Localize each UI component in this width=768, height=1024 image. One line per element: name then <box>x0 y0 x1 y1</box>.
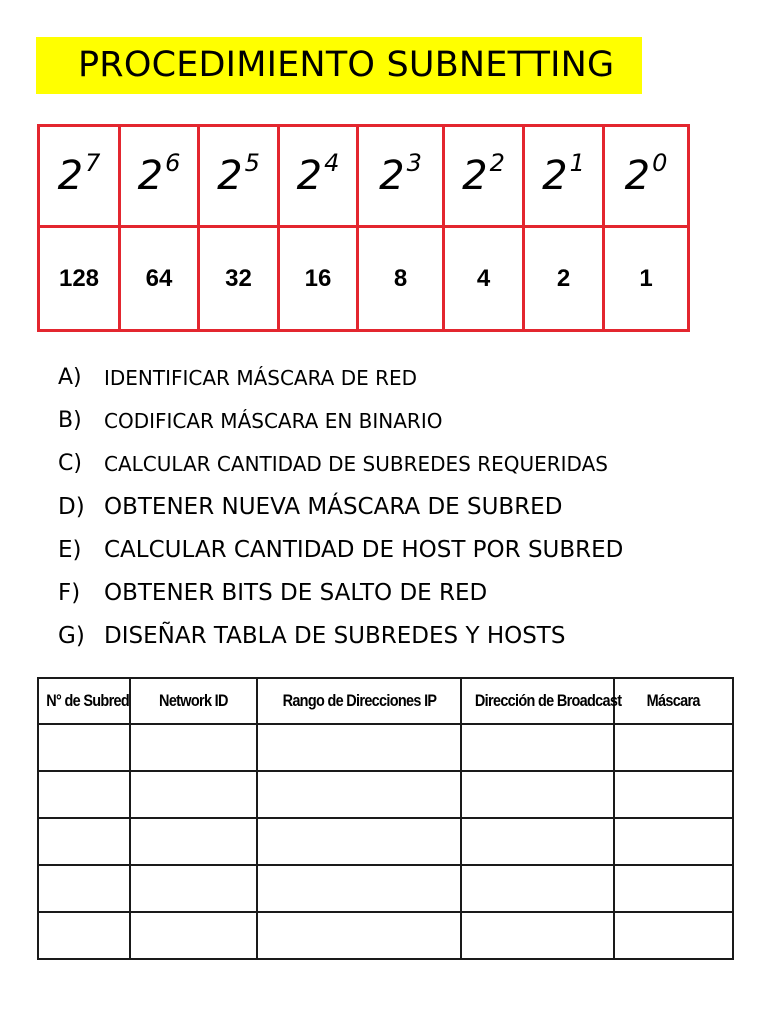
header-subnet-number: N° de Subred <box>38 678 130 724</box>
value-cell: 4 <box>444 227 524 331</box>
table-cell <box>38 865 130 912</box>
step-e: E) CALCULAR CANTIDAD DE HOST POR SUBRED <box>58 536 624 563</box>
powers-of-two-table <box>37 124 690 332</box>
table-row <box>38 865 733 912</box>
value-cell: 64 <box>120 227 199 331</box>
table-cell <box>38 818 130 865</box>
table-cell <box>461 912 614 959</box>
values-row <box>39 227 689 331</box>
step-a: A) IDENTIFICAR MÁSCARA DE RED <box>58 365 418 390</box>
table-row <box>38 724 733 771</box>
step-d: D) OBTENER NUEVA MÁSCARA DE SUBRED <box>58 493 563 520</box>
step-b: B) CODIFICAR MÁSCARA EN BINARIO <box>58 408 443 433</box>
power-cell: $2^1$ <box>524 126 604 227</box>
power-cell: $2^4$ <box>279 126 358 227</box>
step-f: F) OBTENER BITS DE SALTO DE RED <box>58 579 488 606</box>
table-cell <box>614 865 733 912</box>
table-cell <box>38 724 130 771</box>
table-cell <box>38 771 130 818</box>
table-row <box>38 818 733 865</box>
table-cell <box>257 818 461 865</box>
table-cell <box>614 771 733 818</box>
value-cell: 16 <box>279 227 358 331</box>
table-cell <box>461 724 614 771</box>
value-cell: 128 <box>39 227 120 331</box>
table-cell <box>614 912 733 959</box>
table-cell <box>257 771 461 818</box>
step-g: G) DISEÑAR TABLA DE SUBREDES Y HOSTS <box>58 622 566 649</box>
header-broadcast: Dirección de Broadcast <box>461 678 614 724</box>
table-row <box>38 771 733 818</box>
table-cell <box>257 865 461 912</box>
table-cell <box>130 771 257 818</box>
table-row <box>38 912 733 959</box>
table-cell <box>130 818 257 865</box>
subnet-table <box>37 677 734 960</box>
value-cell: 8 <box>358 227 444 331</box>
page-title: PROCEDIMIENTO SUBNETTING <box>36 37 642 94</box>
table-cell <box>461 771 614 818</box>
value-cell: 2 <box>524 227 604 331</box>
table-cell <box>614 818 733 865</box>
table-cell <box>130 865 257 912</box>
table-cell <box>461 865 614 912</box>
subnet-table-header-row <box>38 678 733 724</box>
power-cell: $2^3$ <box>358 126 444 227</box>
power-cell: $2^2$ <box>444 126 524 227</box>
table-cell <box>614 724 733 771</box>
table-cell <box>257 724 461 771</box>
table-cell <box>130 912 257 959</box>
header-network-id: Network ID <box>130 678 257 724</box>
power-cell: $2^0$ <box>604 126 689 227</box>
procedure-steps-list <box>58 356 623 657</box>
value-cell: 32 <box>199 227 279 331</box>
power-cell: $2^5$ <box>199 126 279 227</box>
table-cell <box>130 724 257 771</box>
header-ip-range: Rango de Direcciones IP <box>257 678 461 724</box>
powers-row <box>39 126 689 227</box>
power-cell: $2^6$ <box>120 126 199 227</box>
table-cell <box>257 912 461 959</box>
table-cell <box>461 818 614 865</box>
header-mask: Máscara <box>614 678 733 724</box>
power-cell: $2^7$ <box>39 126 120 227</box>
table-cell <box>38 912 130 959</box>
step-c: C) CALCULAR CANTIDAD DE SUBREDES REQUERIDAS <box>58 451 608 476</box>
value-cell: 1 <box>604 227 689 331</box>
